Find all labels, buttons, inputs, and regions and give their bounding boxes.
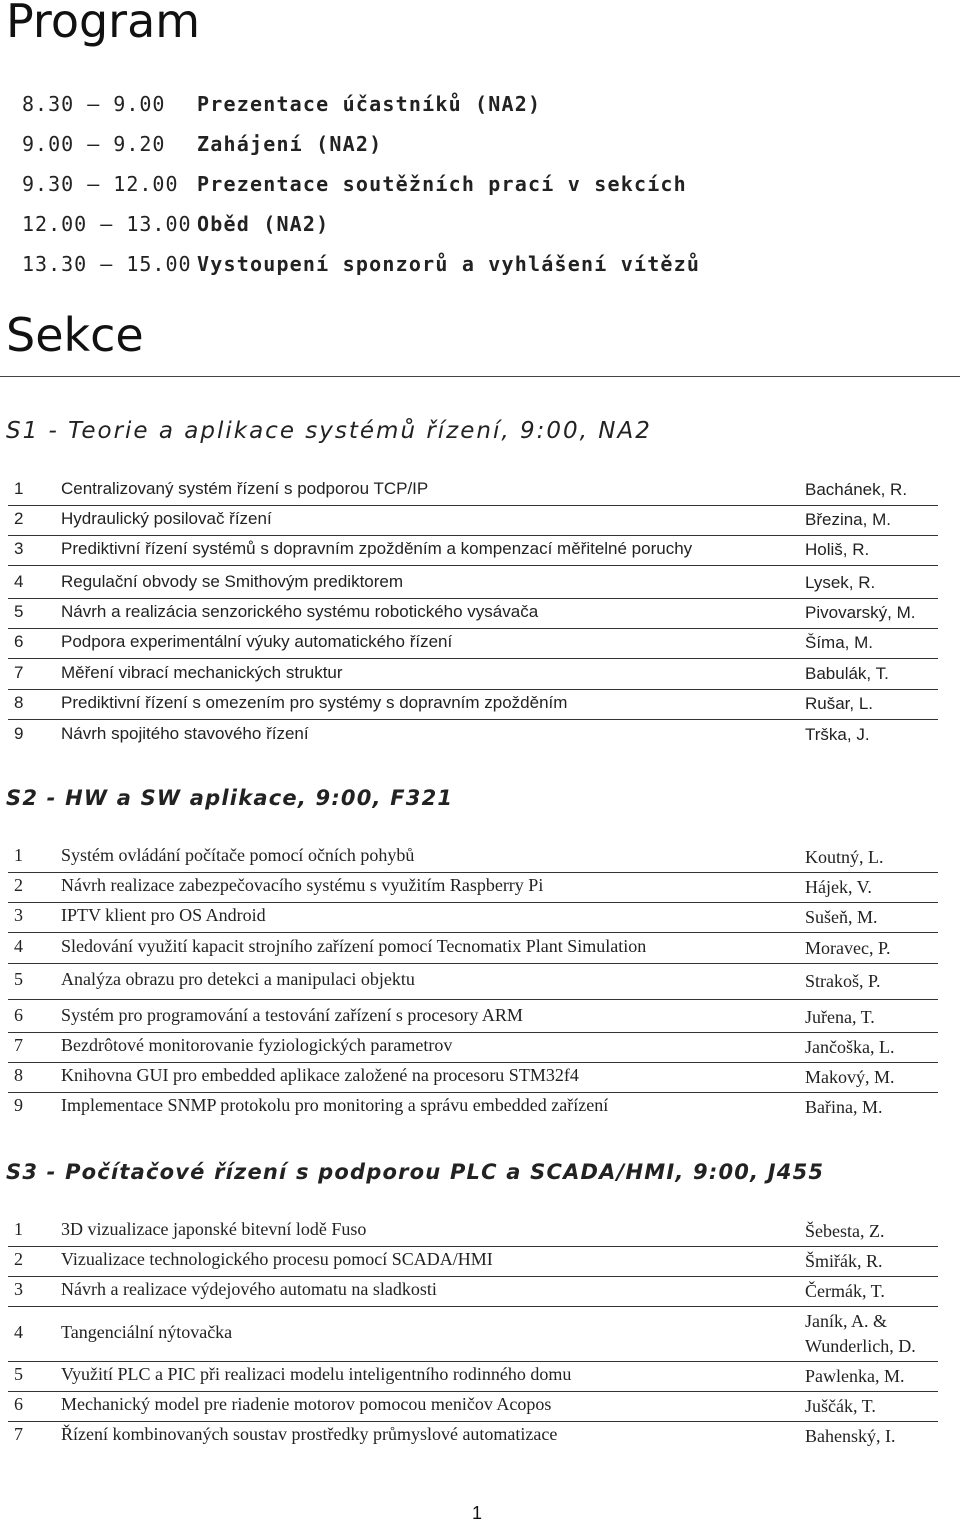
row-number: 7 — [14, 1035, 23, 1055]
row-author: Šmiřák, R. — [805, 1251, 883, 1271]
row-number: 6 — [14, 632, 24, 651]
row-title: Řízení kombinovaných soustav prostředky průmyslové automatizace — [61, 1424, 558, 1444]
row-title: Hydraulický posilovač řízení — [61, 509, 272, 528]
row-author: Šíma, M. — [805, 633, 874, 652]
row-number: 8 — [14, 693, 24, 712]
row-author: Strakoš, P. — [805, 971, 881, 991]
row-number: 4 — [14, 572, 24, 591]
row-title: Vizualizace technologického procesu pomocí SCADA/HMI — [61, 1249, 493, 1269]
row-title: Využití PLC a PIC při realizaci modelu inteligentního rodinného domu — [61, 1364, 572, 1384]
program-time: 13.30 – 15.00 — [22, 252, 192, 276]
row-number: 1 — [14, 1219, 23, 1239]
row-title: Návrh realizace zabezpečovacího systému s využitím Raspberry Pi — [61, 875, 544, 895]
table-row — [8, 1309, 938, 1362]
row-author: Pivovarský, M. — [805, 603, 916, 622]
program-heading: Program — [6, 0, 201, 48]
program-title: Vystoupení sponzorů a vyhlášení vítězů — [197, 252, 701, 276]
row-number: 1 — [14, 845, 23, 865]
row-number: 2 — [14, 875, 23, 895]
row-author: Moravec, P. — [805, 938, 891, 958]
table-row — [8, 1005, 938, 1033]
program-title: Prezentace soutěžních prací v sekcích — [197, 172, 687, 196]
program-time: 9.00 – 9.20 — [22, 132, 166, 156]
table-row — [8, 1424, 938, 1451]
row-title: Analýza obrazu pro detekci a manipulaci objektu — [61, 969, 415, 989]
row-number: 4 — [14, 936, 23, 956]
row-number: 3 — [14, 1279, 23, 1299]
table-row — [8, 1095, 938, 1122]
row-title: Měření vibrací mechanických struktur — [61, 663, 343, 682]
program-time: 8.30 – 9.00 — [22, 92, 166, 116]
row-number: 1 — [14, 479, 24, 498]
row-author: Jančoška, L. — [805, 1037, 895, 1057]
program-title: Prezentace účastníků (NA2) — [197, 92, 542, 116]
table-row — [8, 1219, 938, 1247]
row-author: Březina, M. — [805, 510, 891, 529]
table-row — [8, 602, 938, 629]
row-author: Bachánek, R. — [805, 480, 908, 499]
row-title: Sledování využití kapacit strojního zařízení pomocí Tecnomatix Plant Simulation — [61, 936, 647, 956]
row-author: Čermák, T. — [805, 1281, 885, 1301]
row-title: IPTV klient pro OS Android — [61, 905, 266, 925]
row-author: Koutný, L. — [805, 847, 884, 867]
row-author: Juščák, T. — [805, 1396, 876, 1416]
page-number: 1 — [472, 1503, 483, 1523]
row-author: Bařina, M. — [805, 1097, 883, 1117]
row-number: 2 — [14, 1249, 23, 1269]
sekce-heading: Sekce — [6, 308, 144, 362]
table-row — [8, 572, 938, 599]
row-title: Implementace SNMP protokolu pro monitoring a správu embedded zařízení — [61, 1095, 609, 1115]
row-author: Rušar, L. — [805, 694, 874, 713]
row-number: 4 — [14, 1322, 23, 1342]
row-author: Pawlenka, M. — [805, 1366, 905, 1386]
row-number: 5 — [14, 602, 24, 621]
table-row — [8, 632, 938, 659]
row-number: 6 — [14, 1394, 23, 1414]
row-author: Makový, M. — [805, 1067, 895, 1087]
row-author: Bahenský, I. — [805, 1426, 896, 1446]
table-row — [8, 509, 938, 536]
row-title: Centralizovaný systém řízení s podporou TCP/IP — [61, 479, 429, 498]
table-row — [8, 1249, 938, 1277]
section-title-s2: S2 - HW a SW aplikace, 9:00, F321 — [6, 786, 454, 810]
row-title: Prediktivní řízení s omezením pro systémy s dopravním zpožděním — [61, 693, 568, 712]
program-title: Oběd (NA2) — [197, 212, 330, 236]
table-row — [8, 724, 938, 750]
row-title: Systém pro programování a testování zařízení s procesory ARM — [61, 1005, 523, 1025]
row-title: Systém ovládání počítače pomocí očních pohybů — [61, 845, 415, 865]
row-author: Šebesta, Z. — [805, 1221, 885, 1241]
row-author: Holiš, R. — [805, 540, 870, 559]
table-row — [8, 1364, 938, 1392]
row-number: 7 — [14, 663, 24, 682]
row-title: Knihovna GUI pro embedded aplikace založené na procesoru STM32f4 — [61, 1065, 579, 1085]
row-number: 5 — [14, 1364, 23, 1384]
heading-rule — [0, 376, 960, 377]
table-row — [8, 479, 938, 506]
row-number: 9 — [14, 1095, 23, 1115]
row-number: 7 — [14, 1424, 23, 1444]
row-author: Juřena, T. — [805, 1007, 875, 1027]
program-title: Zahájení (NA2) — [197, 132, 383, 156]
table-row — [8, 693, 938, 720]
row-title: Prediktivní řízení systémů s dopravním zpožděním a kompenzací měřitelné poruchy — [61, 539, 693, 558]
row-title: Návrh spojitého stavového řízení — [61, 724, 309, 743]
table-row — [8, 845, 938, 873]
table-row — [8, 1279, 938, 1307]
row-author: Lysek, R. — [805, 573, 876, 592]
row-title: 3D vizualizace japonské bitevní lodě Fuso — [61, 1219, 367, 1239]
row-title: Mechanický model pre riadenie motorov pomocou meničov Acopos — [61, 1394, 552, 1414]
section-title-s1: S1 - Teorie a aplikace systémů řízení, 9:00, NA2 — [6, 418, 652, 444]
row-number: 2 — [14, 509, 24, 528]
row-number: 3 — [14, 539, 24, 558]
row-title: Bezdrôtové monitorovanie fyziologických parametrov — [61, 1035, 453, 1055]
row-title: Tangenciální nýtovačka — [61, 1322, 233, 1342]
row-number: 6 — [14, 1005, 23, 1025]
row-number: 5 — [14, 969, 23, 989]
row-number: 3 — [14, 905, 23, 925]
table-row — [8, 969, 938, 1000]
table-row — [8, 1065, 938, 1093]
table-row — [8, 1394, 938, 1422]
table-row — [8, 1035, 938, 1063]
table-row — [8, 936, 938, 964]
row-title: Návrh a realizace výdejového automatu na sladkosti — [61, 1279, 437, 1299]
row-number: 8 — [14, 1065, 23, 1085]
program-time: 12.00 – 13.00 — [22, 212, 192, 236]
row-author: Janík, A. & — [805, 1311, 888, 1331]
table-row — [8, 663, 938, 690]
table-row — [8, 905, 938, 933]
row-title: Regulační obvody se Smithovým prediktorem — [61, 572, 404, 591]
table-row — [8, 539, 938, 566]
table-row — [8, 875, 938, 903]
row-author-second-line: Wunderlich, D. — [805, 1336, 916, 1356]
row-title: Podpora experimentální výuky automatického řízení — [61, 632, 453, 651]
row-title: Návrh a realizácia senzorického systému robotického vysávača — [61, 602, 539, 621]
row-author: Sušeň, M. — [805, 907, 878, 927]
row-author: Babulák, T. — [805, 664, 889, 683]
program-time: 9.30 – 12.00 — [22, 172, 179, 196]
row-author: Hájek, V. — [805, 877, 872, 897]
section-title-s3: S3 - Počítačové řízení s podporou PLC a SCADA/HMI, 9:00, J455 — [6, 1160, 825, 1184]
row-author: Trška, J. — [805, 725, 870, 744]
row-number: 9 — [14, 724, 24, 743]
